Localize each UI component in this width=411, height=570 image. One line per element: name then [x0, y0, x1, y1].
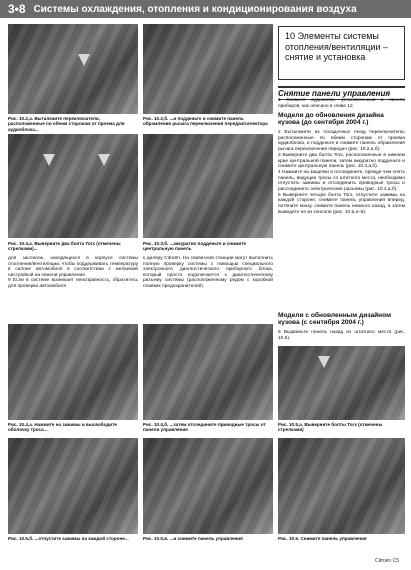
- body-text-col2: к дилеру Citroën. На сервисной станции могут выполнить полную проверку системы с помощью специального электронного диагностического приборного блока, который просто подключается к диагностическому разъему системы (расположенному рядом с коробкой плавких предохранителей).: [143, 256, 273, 289]
- caption-10-4b: Рис. 10.4,б. ...затем отсоедините приводные тросы от панели управления: [143, 422, 266, 433]
- caption-10-3b: Рис. 10.3,б. ...аккуратно подденьте и снимите центральную панель: [143, 241, 247, 252]
- section-title: 10 Элементы системы отопления/вентиляции – снятие и установка: [285, 31, 388, 62]
- photo-10-4a: [8, 324, 138, 420]
- photo-10-6: [278, 438, 405, 534]
- step-1: 1 Снимите аудиоблок, установленный в панели приборов, как описано в главе 12.: [278, 98, 405, 109]
- photo-texture: [143, 134, 273, 238]
- photo-texture: [8, 324, 138, 420]
- models-before-heading: Модели до обновления дизайна кузова (до сентября 2004 г.): [278, 112, 384, 127]
- photo-texture: [8, 24, 138, 114]
- steps-2-5: 2 Выталкните из посадочных гнезд переключатели, расположенные по обеим сторонам от проема аудиоблока, и подденьте и снимите панель обрамления рычага переключения передач (рис. 10.2,а,б). 3 Выверните два болта Torx, расположенные в нижнем крае центральной панели, затем аккуратно подденьте и снимите центральную панель (рис. 10.3,а,б). 4 Нажмите на защелки и отсоедините, прежде чем снять панель, ведущие тросы со штатного места, необходимо отпустить зажимы и отсоединить приводные тросы и рассоединить электрические разъемы (рис. 10.4,а,б). 5 Выверните четыре болта Torx, отпустите зажимы на каждой стороне, снимите панель управления вперед, потяните книзу, снимите панель немного назад, а затем выведите ее из консоли (рис. 10.5,а–в).: [278, 130, 405, 215]
- photo-texture: [143, 324, 273, 420]
- page-header-title: Системы охлаждения, отопления и кондиционирования воздуха: [33, 3, 357, 15]
- photo-10-4b: [143, 324, 273, 420]
- photo-texture: [278, 346, 405, 420]
- photo-arrow-icon: [43, 154, 55, 166]
- photo-10-3b: [143, 134, 273, 238]
- photo-10-5c: [143, 438, 273, 534]
- caption-10-6: Рис. 10.6. Снимите панель управления: [278, 536, 367, 541]
- page-header: [0, 0, 411, 18]
- photo-texture: [143, 24, 273, 114]
- body-text-col1: для заслонок, находящихся в корпусе системы отопления/вентиляции, чтобы поддерживать температуру в салоне автомобиля в соответствии с желаемой настройкой на панели управления. 9 Если в системе возникает неисправность, обратитесь для проверки автомобиля: [8, 256, 138, 289]
- photo-arrow-icon: [318, 356, 330, 368]
- sub-heading: Снятие панели управления: [278, 86, 405, 100]
- section-title-box: [278, 26, 405, 80]
- photo-10-2b: [143, 24, 273, 114]
- caption-10-5a: Рис. 10.5,а. Выверните болты Torx (отмечены стрелками): [278, 422, 383, 433]
- page-footer: Citroën C5: [375, 558, 399, 564]
- photo-10-2a: [8, 24, 138, 114]
- step-6: 6 Выдвиньте панель назад из штатного места (рис. 10.6).: [278, 330, 405, 341]
- photo-texture: [8, 438, 138, 534]
- caption-10-2b: Рис. 10.2,б. ...и подденьте и снимите панель обрамления рычага переключения передач/селектора: [143, 116, 268, 127]
- caption-10-4a: Рис. 10.4,а. Нажмите на зажимы и высвободите оболочку троса...: [8, 422, 117, 433]
- caption-10-5b: Рис. 10.5,б. ...отпустите зажимы на каждой стороне...: [8, 536, 129, 541]
- photo-10-5a: [278, 346, 405, 420]
- photo-texture: [143, 438, 273, 534]
- caption-10-2a: Рис. 10.2,а. Выталкните переключатели, расположенные по обеим сторонам от проема для аудиоблока...: [8, 116, 125, 132]
- photo-texture: [8, 134, 138, 238]
- page-number: 3•8: [8, 2, 26, 16]
- caption-10-3a: Рис. 10.3,а. Выверните два болта Torx (отмечены стрелками)...: [8, 241, 121, 252]
- photo-10-5b: [8, 438, 138, 534]
- models-after-heading: Модели с обновленным дизайном кузова (с сентября 2004 г.): [278, 312, 391, 327]
- photo-arrow-icon: [78, 54, 90, 66]
- photo-texture: [278, 438, 405, 534]
- photo-10-3a: [8, 134, 138, 238]
- photo-arrow-icon: [98, 154, 110, 166]
- caption-10-5c: Рис. 10.5,в. ...и снимите панель управления: [143, 536, 243, 541]
